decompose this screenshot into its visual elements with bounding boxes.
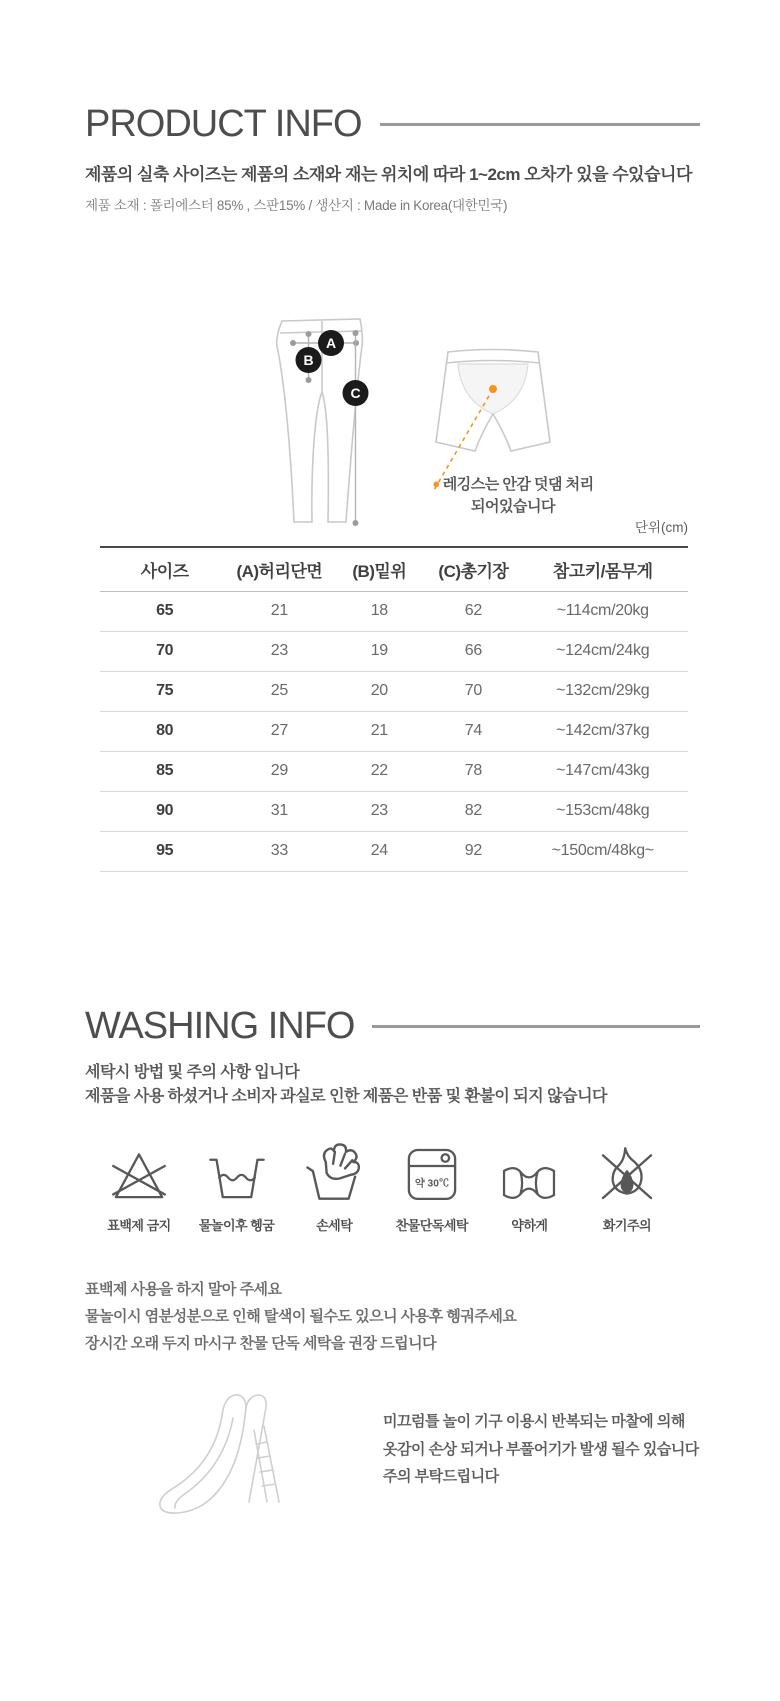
table-row (100, 711, 688, 751)
table-cell: 92 (429, 831, 517, 871)
lining-note: ● 레깅스는 안감 덧댐 처리 되어있습니다 (432, 476, 594, 515)
column-header: (A)허리단면 (229, 547, 329, 591)
title-rule (380, 123, 700, 126)
friction-warning-text: 미끄럼틀 놀이 기구 이용시 반복되는 마찰에 의해 옷감이 손상 되거나 부풀어기가 발생 될수 있습니다 주의 부탁드립니다 (383, 1412, 699, 1486)
table-row (100, 671, 688, 711)
table-cell: 23 (329, 791, 429, 831)
table-cell: ~147cm/43kg (517, 751, 688, 791)
washing-subtitle: 세탁시 방법 및 주의 사항 입니다 제품을 사용 하셨거나 소비자 과실로 인한 제품은 반품 및 환불이 되지 않습니다 (85, 1063, 607, 1106)
material-origin-note: 제품 소재 : 폴리에스터 85% , 스판15% / 생산지 : Made in Korea(대한민국) (85, 198, 508, 213)
measurement-diagram-row (85, 314, 700, 532)
care-symbol: 약하게 (483, 1132, 575, 1234)
size-tolerance-note: 제품의 실축 사이즈는 제품의 소재와 재는 위치에 따라 1~2cm 오차가 있을 수있습니다 (85, 165, 692, 184)
care-symbol: 약 30℃ 찬물단독세탁 (386, 1132, 478, 1234)
no-fire-icon (595, 1132, 659, 1206)
table-cell: 74 (429, 711, 517, 751)
unit-label: 단위(cm) (634, 520, 688, 535)
cold-separate-wash-icon (400, 1132, 464, 1206)
table-cell: 33 (229, 831, 329, 871)
table-cell: 20 (329, 671, 429, 711)
table-cell: 18 (329, 591, 429, 631)
column-header: (C)총기장 (429, 547, 517, 591)
marker-a (318, 330, 344, 356)
table-cell: 27 (229, 711, 329, 751)
table-cell: 75 (100, 671, 229, 711)
washing-info-title: WASHING INFO (85, 1004, 355, 1047)
care-symbol: 화기주의 (581, 1132, 673, 1234)
table-cell: 82 (429, 791, 517, 831)
slide-warning-section (85, 1382, 700, 1517)
svg-text:C: C (350, 385, 361, 401)
table-row (100, 591, 688, 631)
table-row (100, 791, 688, 831)
product-info-title: PRODUCT INFO (85, 103, 362, 145)
care-note-line: 표백제 사용을 하지 말아 주세요 (85, 1281, 282, 1299)
care-symbol-row (93, 1132, 673, 1234)
no-bleach-icon (107, 1132, 171, 1206)
table-cell: 90 (100, 791, 229, 831)
table-row (100, 751, 688, 791)
svg-text:A: A (325, 335, 337, 351)
table-cell: 62 (429, 591, 517, 631)
table-row (100, 831, 688, 871)
table-cell: ~153cm/48kg (517, 791, 688, 831)
table-cell: 95 (100, 831, 229, 871)
table-cell: 31 (229, 791, 329, 831)
title-rule (372, 1025, 700, 1028)
column-header: 사이즈 (100, 547, 229, 591)
product-detail-page (0, 103, 780, 1517)
care-note-line: 장시간 오래 두지 마시구 찬물 단독 세탁을 권장 드립니다 (85, 1335, 437, 1353)
size-table-header-row (100, 547, 688, 591)
table-cell: 80 (100, 711, 229, 751)
column-header: (B)밑위 (329, 547, 429, 591)
table-cell: 70 (100, 631, 229, 671)
table-cell: 24 (329, 831, 429, 871)
care-note-line: 물놀이시 염분성분으로 인해 탈색이 될수도 있으니 사용후 헹궈주세요 (85, 1308, 517, 1326)
rinse-after-icon (205, 1132, 269, 1206)
leggings-outline-icon (265, 314, 385, 529)
hand-wash-icon (301, 1132, 367, 1206)
table-cell: ~142cm/37kg (517, 711, 688, 751)
slide-illustration-icon (145, 1382, 295, 1517)
table-cell: 19 (329, 631, 429, 671)
table-cell: 66 (429, 631, 517, 671)
marker-b (296, 347, 322, 373)
column-header: 참고키/몸무게 (517, 547, 688, 591)
table-cell: 22 (329, 751, 429, 791)
table-cell: 21 (229, 591, 329, 631)
orange-bullet-icon: ● (432, 476, 440, 491)
care-symbol: 물놀이후 헹굼 (191, 1132, 283, 1234)
svg-text:B: B (303, 352, 314, 368)
care-symbol: 표백제 금지 (93, 1132, 185, 1234)
table-cell: 65 (100, 591, 229, 631)
table-cell: 23 (229, 631, 329, 671)
care-notes (85, 1276, 700, 1357)
washing-info-header (85, 1005, 700, 1048)
table-cell: 25 (229, 671, 329, 711)
wring-gently-icon (498, 1132, 560, 1206)
table-cell: 70 (429, 671, 517, 711)
product-info-header (85, 103, 700, 146)
size-table (100, 546, 688, 872)
table-cell: 85 (100, 751, 229, 791)
svg-text:약 30℃: 약 30℃ (414, 1178, 449, 1190)
table-row (100, 631, 688, 671)
care-symbol: 손세탁 (288, 1132, 380, 1234)
table-cell: ~132cm/29kg (517, 671, 688, 711)
table-cell: 29 (229, 751, 329, 791)
leggings-measure-diagram (265, 314, 385, 529)
table-cell: ~114cm/20kg (517, 591, 688, 631)
table-cell: 78 (429, 751, 517, 791)
table-cell: 21 (329, 711, 429, 751)
lining-diagram-block (420, 314, 650, 532)
table-cell: ~124cm/24kg (517, 631, 688, 671)
marker-c (343, 380, 369, 406)
table-cell: ~150cm/48kg~ (517, 831, 688, 871)
